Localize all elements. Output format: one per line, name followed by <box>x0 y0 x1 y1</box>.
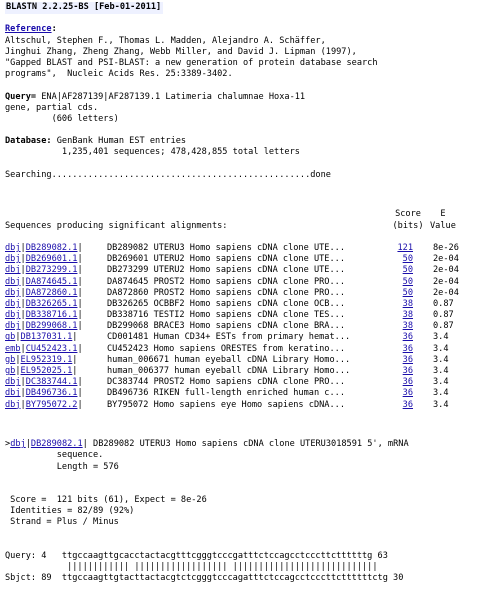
alignment-length: Length = 576 <box>5 461 119 472</box>
alignment-accession-link[interactable]: dbj|DB289082.1| <box>10 439 88 450</box>
reference-line: Altschul, Stephen F., Thomas L. Madden, Alejandro A. Schäffer, <box>5 35 326 46</box>
reference-link[interactable]: Reference <box>5 24 52 35</box>
hits-title: Sequences producing significant alignments: <box>5 220 228 231</box>
alignment-definition <box>5 439 497 450</box>
hit-score-link[interactable]: 50 <box>402 254 413 265</box>
hit-score-link[interactable]: 38 <box>402 310 413 321</box>
hit-evalue: 2e-04 <box>433 287 459 298</box>
database-line <box>5 136 497 147</box>
table-row <box>5 388 497 399</box>
blast-report <box>5 2 497 585</box>
hit-accession-link[interactable]: dbj|BY795072.2| <box>5 399 83 410</box>
hit-description: DB299068 BRACE3 Homo sapiens cDNA clone BRA... <box>107 321 345 332</box>
hit-description: DC383744 PROST2 Homo sapiens cDNA clone PRO... <box>107 377 345 388</box>
query-definition: ENA|AF287139|AF287139.1 Latimeria chalumnae Hoxa-11 <box>36 91 306 102</box>
hit-accession-link[interactable]: dbj|DA872860.1| <box>5 287 83 298</box>
hit-score-link[interactable]: 36 <box>402 377 413 388</box>
hit-accession-link[interactable]: gb|EL952319.1| <box>5 354 78 365</box>
hit-score-link[interactable]: 50 <box>402 265 413 276</box>
hit-description: DB273299 UTERU2 Homo sapiens cDNA clone UTE... <box>107 265 345 276</box>
hit-evalue: 0.87 <box>433 298 454 309</box>
hit-description: CD001481 Human CD34+ ESTs from primary hemat... <box>107 332 351 343</box>
database-name: GenBank Human EST entries <box>51 136 187 147</box>
table-row <box>5 288 497 299</box>
evalue-column-header: E Value <box>430 209 456 231</box>
alignment-block <box>5 439 497 584</box>
alignment-marker: > <box>5 439 11 450</box>
alignment-match-line: |||||||||||| |||||||||||||||||| |||||||||||||||||||||||||||| <box>5 562 378 573</box>
table-row <box>5 344 497 355</box>
alignment-query-sequence: Query: 4 ttgccaagttgcacctactacgtttcgggtcccgatttctccagcctcccttcttttttg 63 <box>5 551 388 562</box>
table-row <box>5 366 497 377</box>
hit-score-link[interactable]: 36 <box>402 332 413 343</box>
hit-description: human_006377 human eyeball cDNA Library Homo... <box>107 366 351 377</box>
program-title: BLASTN 2.2.25-BS [Feb-01-2011] <box>5 2 163 14</box>
hit-description: DB496736 RIKEN full-length enriched human c... <box>107 388 345 399</box>
reference-line: programs", Nucleic Acids Res. 25:3389-3402. <box>5 69 233 80</box>
table-row <box>5 299 497 310</box>
hit-accession-link[interactable]: dbj|DB273299.1| <box>5 265 83 276</box>
table-row <box>5 355 497 366</box>
hit-score-link[interactable]: 38 <box>402 321 413 332</box>
hit-evalue: 3.4 <box>433 343 449 354</box>
query-length: (606 letters) <box>5 113 119 124</box>
table-row <box>5 321 497 332</box>
hit-evalue: 2e-04 <box>433 254 459 265</box>
searching-status: Searching..................................................done <box>5 169 331 180</box>
alignment-identities: Identities = 82/89 (92%) <box>5 506 135 517</box>
hit-evalue: 3.4 <box>433 354 449 365</box>
hit-evalue: 3.4 <box>433 332 449 343</box>
hit-evalue: 2e-04 <box>433 265 459 276</box>
reference-heading: Reference: <box>5 24 57 35</box>
table-row <box>5 332 497 343</box>
query-line <box>5 92 497 103</box>
hit-evalue: 0.87 <box>433 310 454 321</box>
table-row <box>5 265 497 276</box>
hits-table <box>5 243 497 411</box>
hit-accession-link[interactable]: dbj|DB326265.1| <box>5 298 83 309</box>
table-row <box>5 377 497 388</box>
hit-score-link[interactable]: 36 <box>402 354 413 365</box>
hit-accession-link[interactable]: dbj|DB496736.1| <box>5 388 83 399</box>
hit-evalue: 0.87 <box>433 321 454 332</box>
reference-line: "Gapped BLAST and PSI-BLAST: a new generation of protein database search <box>5 57 378 68</box>
hit-evalue: 3.4 <box>433 366 449 377</box>
hit-description: DB326265 OCBBF2 Homo sapiens cDNA clone OCB... <box>107 298 345 309</box>
hit-score-link[interactable]: 36 <box>402 366 413 377</box>
table-row <box>5 277 497 288</box>
hit-description: DA874645 PROST2 Homo sapiens cDNA clone PRO... <box>107 276 345 287</box>
hit-score-link[interactable]: 50 <box>402 287 413 298</box>
table-row <box>5 400 497 411</box>
hit-description: DB289082 UTERU3 Homo sapiens cDNA clone UTE... <box>107 242 345 253</box>
reference-line: Jinghui Zhang, Zheng Zhang, Webb Miller, and David J. Lipman (1997), <box>5 46 357 57</box>
alignment-definition-cont: sequence. <box>5 450 104 461</box>
hit-score-link[interactable]: 121 <box>397 242 413 253</box>
alignment-definition-text: DB289082 UTERU3 Homo sapiens cDNA clone UTERU3018591 5', mRNA <box>87 439 409 450</box>
hit-score-link[interactable]: 36 <box>402 399 413 410</box>
query-definition-cont: gene, partial cds. <box>5 102 99 113</box>
database-stats: 1,235,401 sequences; 478,428,855 total letters <box>5 147 300 158</box>
hit-accession-link[interactable]: dbj|DB299068.1| <box>5 321 83 332</box>
score-column-header: Score (bits) <box>392 209 424 231</box>
hit-evalue: 8e-26 <box>433 242 459 253</box>
hit-score-link[interactable]: 38 <box>402 298 413 309</box>
alignment-strand: Strand = Plus / Minus <box>5 517 119 528</box>
hit-accession-link[interactable]: dbj|DB269601.1| <box>5 254 83 265</box>
table-row <box>5 243 497 254</box>
hit-accession-link[interactable]: emb|CU452423.1| <box>5 343 83 354</box>
hit-accession-link[interactable]: gb|DB137031.1| <box>5 332 78 343</box>
hit-evalue: 3.4 <box>433 399 449 410</box>
hit-evalue: 3.4 <box>433 377 449 388</box>
table-row <box>5 254 497 265</box>
hit-accession-link[interactable]: dbj|DA874645.1| <box>5 276 83 287</box>
table-row <box>5 310 497 321</box>
hit-description: DB269601 UTERU2 Homo sapiens cDNA clone UTE... <box>107 254 345 265</box>
hit-description: DA872860 PROST2 Homo sapiens cDNA clone PRO... <box>107 287 345 298</box>
alignment-score: Score = 121 bits (61), Expect = 8e-26 <box>5 495 207 506</box>
query-label: Query= <box>5 91 37 102</box>
hits-table-header <box>5 209 497 231</box>
hit-evalue: 2e-04 <box>433 276 459 287</box>
hit-description: BY795072 Homo sapiens eye Homo sapiens cDNA... <box>107 399 345 410</box>
hit-accession-link[interactable]: dbj|DC383744.1| <box>5 377 83 388</box>
hit-score-link[interactable]: 36 <box>402 343 413 354</box>
hit-description: human_006671 human eyeball cDNA Library Homo... <box>107 354 351 365</box>
alignment-subject-sequence: Sbjct: 89 ttgccaagttgtacttactacgtctcgggtcccagatttctccagcctcccttcttttttctg 30 <box>5 573 404 584</box>
hit-description: DB338716 TESTI2 Homo sapiens cDNA clone TES... <box>107 310 345 321</box>
hit-evalue: 3.4 <box>433 388 449 399</box>
program-header <box>5 2 497 13</box>
database-label: Database: <box>5 136 52 147</box>
hit-accession-link[interactable]: dbj|DB338716.1| <box>5 310 83 321</box>
hit-score-link[interactable]: 36 <box>402 388 413 399</box>
hit-accession-link[interactable]: gb|EL952025.1| <box>5 366 78 377</box>
hit-description: CU452423 Homo sapiens ORESTES from keratino... <box>107 343 345 354</box>
hit-score-link[interactable]: 50 <box>402 276 413 287</box>
hit-accession-link[interactable]: dbj|DB289082.1| <box>5 242 83 253</box>
